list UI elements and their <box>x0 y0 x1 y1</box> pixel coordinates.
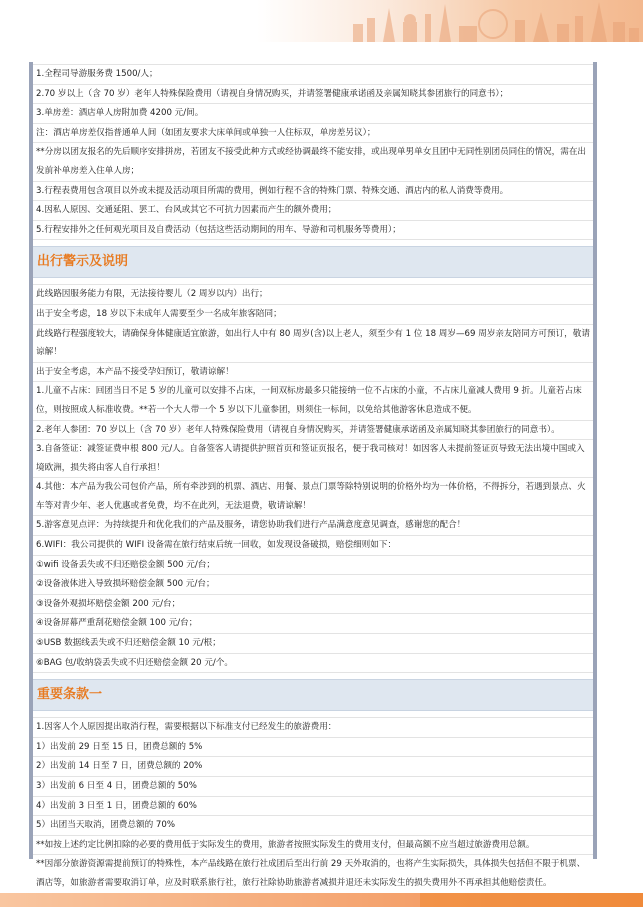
warning-line: 出于安全考虑，本产品不接受孕妇预订，敬请谅解！ <box>33 363 593 383</box>
warning-line: 4.其他：本产品为我公司包价产品，所有牵涉到的机票、酒店、用餐、景点门票等除特别说明的价格外均为一体价格，不得拆分，若遇到景点、火车等对青少年、老人优惠或者免费，均不在此列，无法退费，敬请谅解！ <box>33 478 593 516</box>
wifi-compensation-item: ④设备屏幕严重刮花赔偿金额 100 元/台； <box>33 614 593 634</box>
fee-item: 1.全程司导游服务费 1500/人； <box>33 65 593 85</box>
terms-line: **如按上述约定比例扣除的必要的费用低于实际发生的费用，旅游者按照实际发生的费用支付，但最高额不应当超过旅游费用总额。 <box>33 836 593 856</box>
warning-line: 出于安全考虑，18 岁以下未成年人需要至少一名成年旅客陪同； <box>33 305 593 325</box>
section-heading-warnings: 出行警示及说明 <box>33 246 593 278</box>
fee-item: 2.70 岁以上（含 70 岁）老年人特殊保险费用（请视自身情况购买，并请签署健康承诺函及亲属知晓其参团旅行的同意书）； <box>33 85 593 105</box>
warning-line: 6.WIFI：我公司提供的 WIFI 设备需在旅行结束后统一回收，如发现设备破损，赔偿细则如下： <box>33 536 593 556</box>
fee-note: 注：酒店单房差仅指普通单人间（如团友要求大床单间或单独一人住标双，单房差另议）； <box>33 124 593 144</box>
warning-line: 2.老年人参团：70 岁以上（含 70 岁）老年人特殊保险费用（请视自身情况购买，并请签署健康承诺函及亲属知晓其参团旅行的同意书）。 <box>33 421 593 441</box>
wifi-compensation-item: ②设备液体进入导致损坏赔偿金额 500 元/台； <box>33 575 593 595</box>
warning-line: 1.儿童不占床：回团当日不足 5 岁的儿童可以安排不占床，一间双标房最多只能接纳一位不占床的小童，不占床儿童减人费用 9 折。儿童若占床位，则按照成人标准收费。**若一个大人带一个 5 岁以下儿童参团，则须住一标间，以免给其他游客休息造成不便。 <box>33 382 593 420</box>
warning-line: 5.游客意见点评：为持续提升和优化我们的产品及服务，请您协助我们进行产品满意度意见调查，感谢您的配合！ <box>33 516 593 536</box>
terms-line: 1）出发前 29 日至 15 日，团费总额的 5% <box>33 738 593 758</box>
terms-line: 3）出发前 6 日至 4 日，团费总额的 50% <box>33 777 593 797</box>
terms-line: **因部分旅游资源需提前预订的特殊性，本产品线路在旅行社成团后至出行前 29 天外取消的，也将产生实际损失，具体损失包括但不限于机票、酒店等，如旅游者需要取消订单，应及时联系旅行社，旅行社除协助旅游者减损并退还未实际发生的损失费用外不再承担其他赔偿责任。 <box>33 855 593 893</box>
bottom-decorative-bar <box>0 893 643 907</box>
section-heading-terms: 重要条款一 <box>33 679 593 711</box>
fee-item: 4.因私人原因、交通延阻、罢工、台风或其它不可抗力因素而产生的额外费用； <box>33 201 593 221</box>
fee-item: 3.行程表费用包含项目以外或未提及活动项目所需的费用，例如行程不含的特殊门票、特殊交通、酒店内的私人消费等费用。 <box>33 182 593 202</box>
fees-not-included-list <box>33 64 593 240</box>
warnings-list <box>33 284 593 673</box>
fee-item: 3.单房差：酒店单人房附加费 4200 元/间。 <box>33 104 593 124</box>
terms-line: 2）出发前 14 日至 7 日，团费总额的 20% <box>33 757 593 777</box>
bottom-bar-gradient <box>0 893 420 907</box>
wifi-compensation-item: ①wifi 设备丢失或不归还赔偿金额 500 元/台； <box>33 556 593 576</box>
fee-note: **分房以团友报名的先后顺序安排拼房，若团友不接受此种方式或经协调最终不能安排，或出现单男单女且团中无同性别团员同住的情况，需在出发前补单房差入住单人房； <box>33 143 593 181</box>
wifi-compensation-item: ⑥BAG 包/收纳袋丢失或不归还赔偿金额 20 元/个。 <box>33 654 593 674</box>
warning-line: 此线路因服务能力有限，无法接待婴儿（2 周岁以内）出行； <box>33 285 593 305</box>
wifi-compensation-item: ⑤USB 数据线丢失或不归还赔偿金额 10 元/根； <box>33 634 593 654</box>
top-banner <box>0 0 643 42</box>
city-skyline-illustration <box>343 0 643 42</box>
terms-line: 1.因客人个人原因提出取消行程，需要根据以下标准支付已经发生的旅游费用： <box>33 718 593 738</box>
fee-item: 5.行程安排外之任何观光项目及自费活动（包括这些活动期间的用车、导游和司机服务等费用）； <box>33 221 593 241</box>
document-content <box>33 64 593 894</box>
terms-line: 5）出团当天取消，团费总额的 70% <box>33 816 593 836</box>
terms-line: 4）出发前 3 日至 1 日，团费总额的 60% <box>33 797 593 817</box>
warning-line: 3.自备签证：减签证费申根 800 元/人。自备签客人请提供护照首页和签证页报名，便于我司核对！如因客人未提前签证页导致无法出境中国或入境欧洲，损失将由客人自行承担！ <box>33 440 593 478</box>
warning-line: 此线路行程强度较大，请确保身体健康适宜旅游，如出行人中有 80 周岁(含)以上老人，须至少有 1 位 18 周岁—69 周岁亲友陪同方可预订，敬请谅解！ <box>33 325 593 363</box>
wifi-compensation-item: ③设备外观损坏赔偿金额 200 元/台； <box>33 595 593 615</box>
terms-list <box>33 717 593 893</box>
